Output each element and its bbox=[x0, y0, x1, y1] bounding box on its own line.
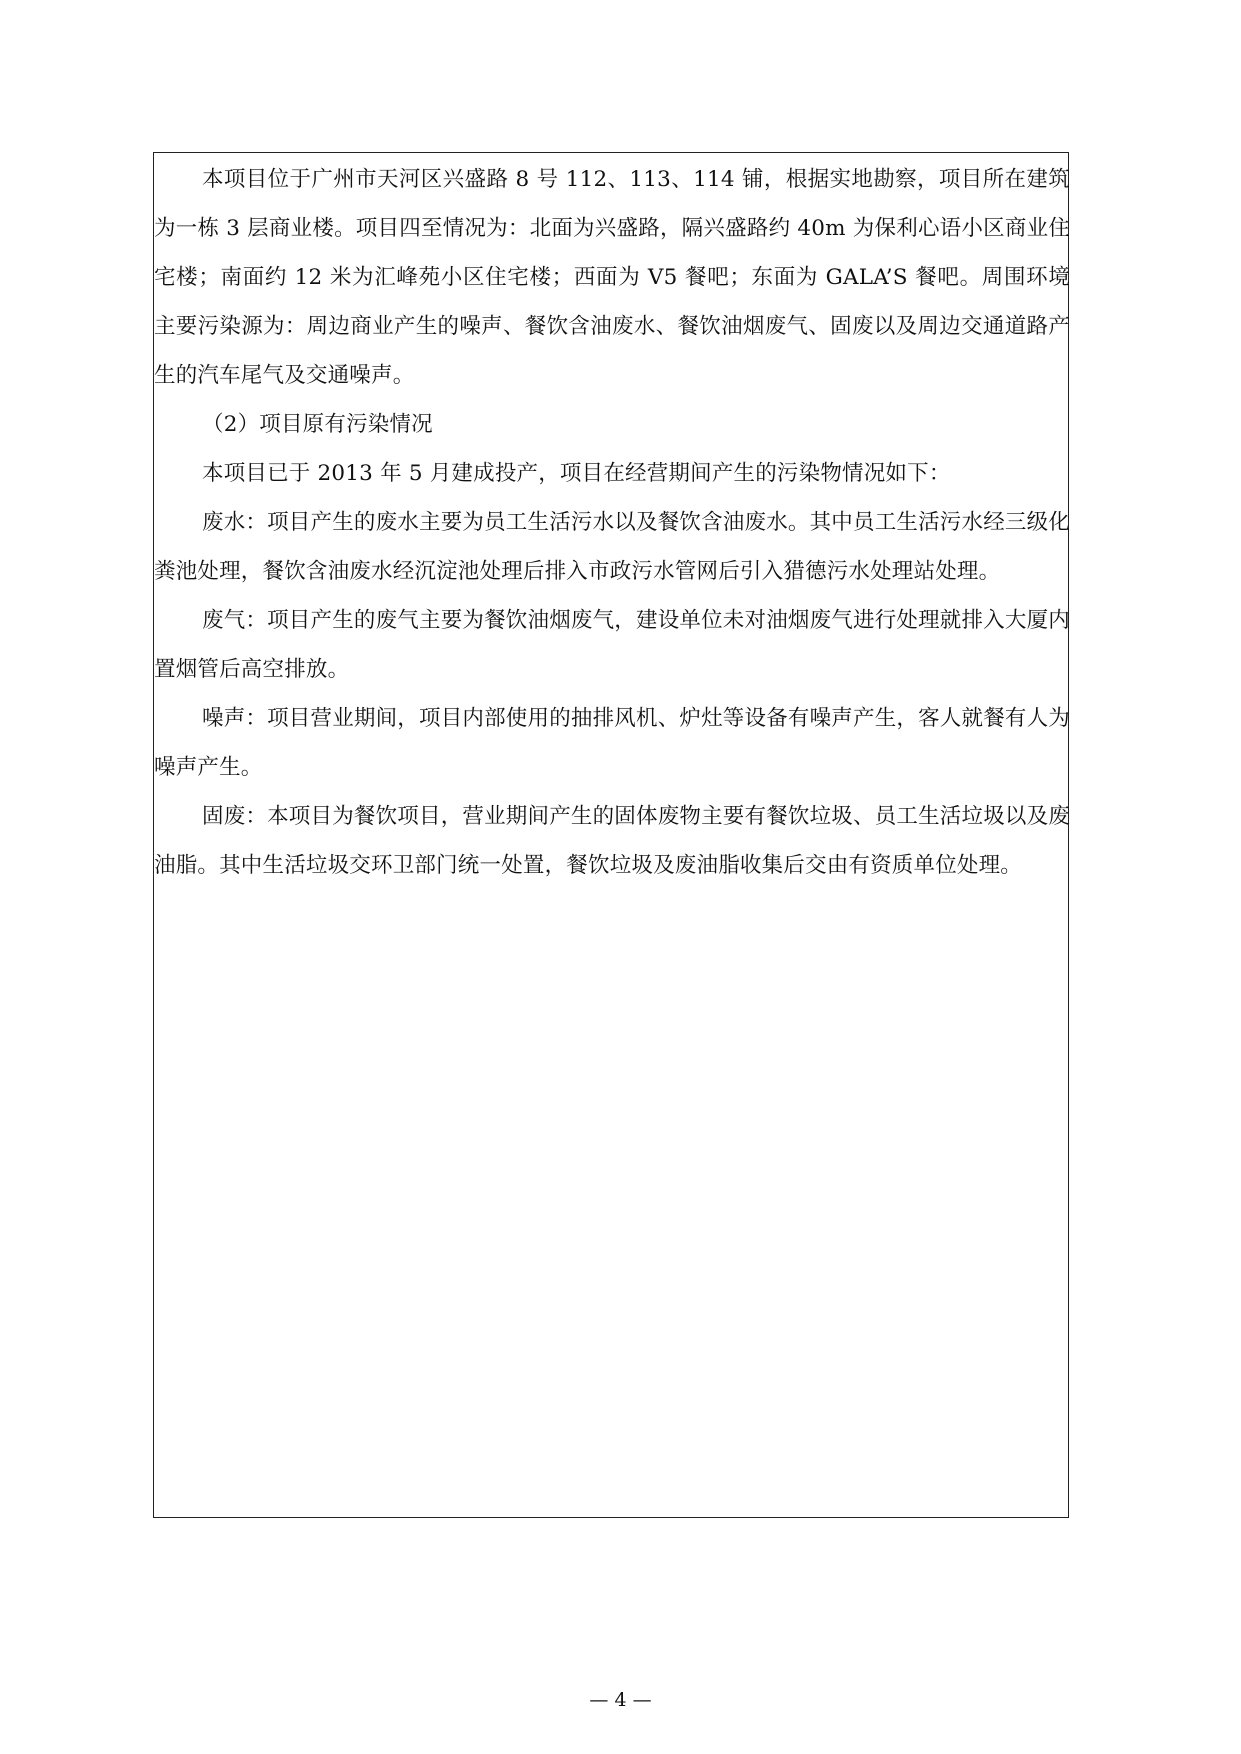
paragraph-production-intro: 本项目已于 2013 年 5 月建成投产，项目在经营期间产生的污染物情况如下： bbox=[202, 461, 951, 486]
paragraph-wastewater: 废水：项目产生的废水主要为员工生活污水以及餐饮含油废水。其中员工生活污水经三级化粪池处理，餐饮含油废水经沉淀池处理后排入市政污水管网后引入猎德污水处理站处理。 bbox=[154, 510, 1071, 584]
paragraph-project-location: 本项目位于广州市天河区兴盛路 8 号 112、113、114 铺，根据实地勘察，项目所在建筑为一栋 3 层商业楼。项目四至情况为：北面为兴盛路，隔兴盛路约 40m 为保利心语小区商业住宅楼；南面约 12 米为汇峰苑小区住宅楼；西面为 V5 餐吧；东面为 GALA’S 餐吧。周围环境主要污染源为：周边商业产生的噪声、餐饮含油废水、餐饮油烟废气、固废以及周边交通道路产生的汽车尾气及交通噪声。 bbox=[154, 167, 1070, 388]
paragraph-exhaust-gas: 废气：项目产生的废气主要为餐饮油烟废气，建设单位未对油烟废气进行处理就排入大厦内置烟管后高空排放。 bbox=[154, 608, 1071, 682]
paragraph-section-heading: （2）项目原有污染情况 bbox=[202, 412, 433, 437]
content-area bbox=[154, 153, 1070, 890]
content-table-frame bbox=[153, 152, 1069, 1518]
paragraph-solid-waste: 固废：本项目为餐饮项目，营业期间产生的固体废物主要有餐饮垃圾、员工生活垃圾以及废油脂。其中生活垃圾交环卫部门统一处置，餐饮垃圾及废油脂收集后交由有资质单位处理。 bbox=[154, 804, 1071, 878]
page-number: — 4 — bbox=[589, 1689, 652, 1711]
paragraph-noise: 噪声：项目营业期间，项目内部使用的抽排风机、炉灶等设备有噪声产生，客人就餐有人为噪声产生。 bbox=[154, 706, 1071, 780]
